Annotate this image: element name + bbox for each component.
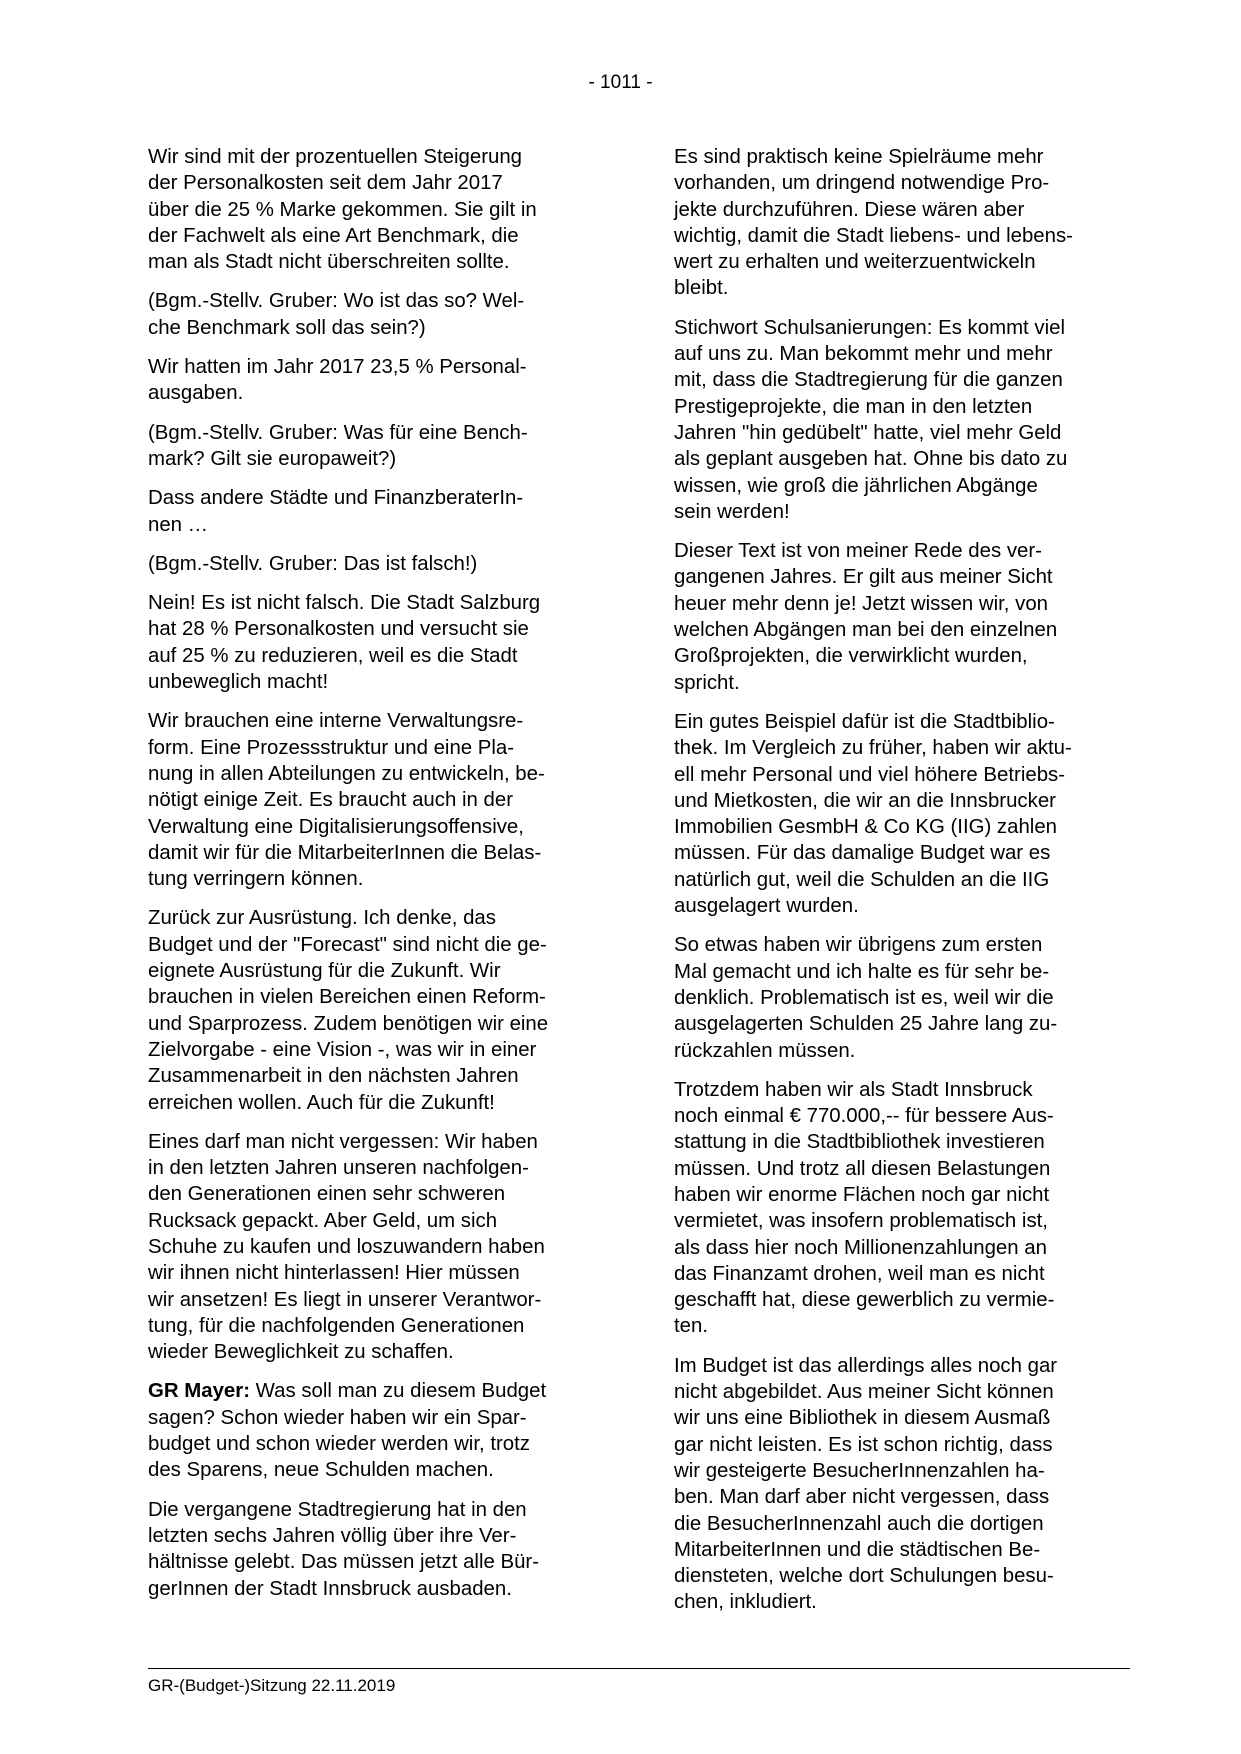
text-line: der Fachwelt als eine Art Benchmark, die — [148, 224, 519, 247]
text-line: müssen. Für das damalige Budget war es — [674, 842, 1051, 865]
speaker-text: Was soll man zu diesem Budget — [249, 1380, 547, 1403]
text-line: (Bgm.-Stellv. Gruber: Das ist falsch!) — [148, 552, 478, 575]
text-line: auf uns zu. Man bekommt mehr und mehr — [674, 343, 1053, 366]
text-line: das Finanzamt drohen, weil man es nicht — [674, 1262, 1045, 1285]
paragraph — [148, 420, 605, 473]
paragraph — [674, 315, 1131, 525]
paragraph — [148, 590, 605, 695]
text-line: Es sind praktisch keine Spielräume mehr — [674, 146, 1044, 168]
paragraph — [148, 144, 605, 275]
text-line: Eines darf man nicht vergessen: Wir haben — [148, 1130, 538, 1153]
text-line: auf 25 % zu reduzieren, weil es die Stadt — [148, 644, 518, 667]
text-line: natürlich gut, weil die Schulden an die IIG — [674, 868, 1050, 891]
text-line: als geplant ausgeben hat. Ohne bis dato zu — [674, 448, 1068, 471]
text-line: die BesucherInnenzahl auch die dortigen — [674, 1512, 1044, 1535]
text-line: jekte durchzuführen. Diese wären aber — [674, 198, 1025, 221]
paragraph — [674, 1077, 1131, 1340]
paragraph — [148, 708, 605, 892]
paragraph — [148, 1129, 605, 1366]
text-line: müssen. Und trotz all diesen Belastungen — [674, 1157, 1051, 1180]
text-line: wissen, wie groß die jährlichen Abgänge — [674, 474, 1038, 497]
text-line: Stichwort Schulsanierungen: Es kommt viel — [674, 316, 1065, 339]
text-line: welchen Abgängen man bei den einzelnen — [674, 619, 1058, 642]
text-line: mit, dass die Stadtregierung für die ganzen — [674, 369, 1063, 392]
paragraph — [148, 288, 605, 341]
text-line: heuer mehr denn je! Jetzt wissen wir, von — [674, 592, 1049, 615]
text-line: denklich. Problematisch ist es, weil wir die — [674, 986, 1054, 1009]
text-line: wir uns eine Bibliothek in diesem Ausmaß — [674, 1407, 1051, 1430]
text-line: Budget und der "Forecast" sind nicht die ge- — [148, 933, 547, 956]
text-line: Schuhe zu kaufen und loszuwandern haben — [148, 1235, 545, 1258]
text-line: geschafft hat, diese gewerblich zu vermie- — [674, 1289, 1055, 1312]
text-line: Dass andere Städte und FinanzberaterIn- — [148, 487, 524, 510]
paragraph — [674, 932, 1131, 1063]
footer-session-label: GR-(Budget-)Sitzung 22.11.2019 — [148, 1676, 396, 1695]
text-line: noch einmal € 770.000,-- für bessere Aus- — [674, 1105, 1054, 1128]
text-line: ausgelagert wurden. — [674, 895, 859, 918]
text-line: gangenen Jahres. Er gilt aus meiner Sicht — [674, 566, 1053, 589]
text-line: spricht. — [674, 671, 740, 694]
paragraph — [674, 144, 1131, 302]
text-line: thek. Im Vergleich zu früher, haben wir aktu- — [674, 737, 1072, 760]
text-line: bleibt. — [674, 277, 729, 300]
text-line: budget und schon wieder werden wir, trotz — [148, 1433, 530, 1456]
text-line: che Benchmark soll das sein?) — [148, 316, 426, 339]
text-line: Die vergangene Stadtregierung hat in den — [148, 1498, 527, 1521]
text-line: damit wir für die MitarbeiterInnen die Belas- — [148, 841, 542, 864]
right-column — [674, 144, 1131, 1629]
text-line: ten. — [674, 1315, 709, 1338]
text-line: nötigt einige Zeit. Es braucht auch in der — [148, 789, 513, 812]
paragraph — [674, 538, 1131, 696]
text-line: stattung in die Stadtbibliothek investieren — [674, 1131, 1045, 1154]
left-column — [148, 144, 605, 1615]
text-line: chen, inkludiert. — [674, 1591, 817, 1614]
paragraph — [148, 551, 605, 577]
text-line: mark? Gilt sie europaweit?) — [148, 447, 397, 470]
text-line: wichtig, damit die Stadt liebens- und lebens- — [674, 224, 1073, 247]
text-line: (Bgm.-Stellv. Gruber: Was für eine Bench- — [148, 421, 528, 444]
paragraph — [148, 1497, 605, 1602]
text-line: hat 28 % Personalkosten und versucht sie — [148, 618, 529, 641]
text-line: der Personalkosten seit dem Jahr 2017 — [148, 172, 503, 195]
text-line: und Mietkosten, die wir an die Innsbrucker — [674, 789, 1056, 812]
text-line: man als Stadt nicht überschreiten sollte. — [148, 251, 510, 274]
text-line: erreichen wollen. Auch für die Zukunft! — [148, 1091, 495, 1114]
speaker-line — [148, 1378, 605, 1404]
text-line: sein werden! — [674, 500, 790, 523]
text-line: Großprojekten, die verwirklicht wurden, — [674, 645, 1028, 668]
text-line: tung verringern können. — [148, 868, 364, 891]
footer-divider — [148, 1668, 1130, 1669]
text-line: ben. Man darf aber nicht vergessen, dass — [674, 1486, 1050, 1509]
text-line: Wir brauchen eine interne Verwaltungsre- — [148, 710, 524, 733]
text-line: über die 25 % Marke gekommen. Sie gilt in — [148, 198, 537, 221]
text-line: sagen? Schon wieder haben wir ein Spar- — [148, 1406, 527, 1429]
text-line: tung, für die nachfolgenden Generationen — [148, 1314, 525, 1337]
paragraph — [674, 1353, 1131, 1616]
text-line: wir ihnen nicht hinterlassen! Hier müssen — [148, 1262, 520, 1285]
text-line: hältnisse gelebt. Das müssen jetzt alle Bür- — [148, 1551, 540, 1574]
text-line: gar nicht leisten. Es ist schon richtig, dass — [674, 1433, 1053, 1456]
text-line: ausgelagerten Schulden 25 Jahre lang zu- — [674, 1013, 1058, 1036]
text-line: Dieser Text ist von meiner Rede des ver- — [674, 540, 1042, 563]
text-line: nen … — [148, 513, 209, 536]
paragraph — [148, 1378, 605, 1483]
text-line: Im Budget ist das allerdings alles noch gar — [674, 1354, 1058, 1377]
text-line: Zusammenarbeit in den nächsten Jahren — [148, 1065, 519, 1088]
text-line: nicht abgebildet. Aus meiner Sicht können — [674, 1381, 1054, 1404]
text-line: des Sparens, neue Schulden machen. — [148, 1459, 494, 1482]
text-line: wir ansetzen! Es liegt in unserer Verantwor- — [148, 1288, 542, 1311]
text-line: vermietet, was insofern problematisch ist, — [674, 1210, 1048, 1233]
text-line: wieder Beweglichkeit zu schaffen. — [148, 1341, 454, 1364]
text-line: eignete Ausrüstung für die Zukunft. Wir — [148, 960, 501, 983]
text-line: Immobilien GesmbH & Co KG (IIG) zahlen — [674, 816, 1058, 839]
text-line: Zurück zur Ausrüstung. Ich denke, das — [148, 907, 496, 930]
text-line: und Sparprozess. Zudem benötigen wir eine — [148, 1012, 549, 1035]
text-line: diensteten, welche dort Schulungen besu- — [674, 1565, 1054, 1588]
text-line: Ein gutes Beispiel dafür ist die Stadtbiblio- — [674, 710, 1055, 733]
text-line: Trotzdem haben wir als Stadt Innsbruck — [674, 1078, 1033, 1101]
paragraph — [148, 485, 605, 538]
text-line: MitarbeiterInnen und die städtischen Be- — [674, 1538, 1041, 1561]
text-line: Nein! Es ist nicht falsch. Die Stadt Salzburg — [148, 592, 541, 615]
text-line: vorhanden, um dringend notwendige Pro- — [674, 172, 1050, 195]
text-line: Verwaltung eine Digitalisierungsoffensive, — [148, 815, 524, 838]
text-line: brauchen in vielen Bereichen einen Reform- — [148, 986, 546, 1009]
text-line: unbeweglich macht! — [148, 671, 329, 694]
text-line: ausgaben. — [148, 382, 244, 405]
text-line: wert zu erhalten und weiterzuentwickeln — [674, 251, 1036, 274]
page-number: - 1011 - — [588, 72, 653, 93]
text-line: ell mehr Personal und viel höhere Betriebs- — [674, 763, 1066, 786]
text-line: haben wir enorme Flächen noch gar nicht — [674, 1183, 1050, 1206]
text-line: letzten sechs Jahren völlig über ihre Ver- — [148, 1524, 517, 1547]
text-line: den Generationen einen sehr schweren — [148, 1183, 506, 1206]
text-line: in den letzten Jahren unseren nachfolgen- — [148, 1157, 529, 1180]
text-line: (Bgm.-Stellv. Gruber: Wo ist das so? Wel- — [148, 290, 525, 313]
text-line: als dass hier noch Millionenzahlungen an — [674, 1236, 1047, 1259]
text-line: form. Eine Prozessstruktur und eine Pla- — [148, 736, 515, 759]
text-line: Wir hatten im Jahr 2017 23,5 % Personal- — [148, 356, 527, 379]
text-line: Rucksack gepackt. Aber Geld, um sich — [148, 1209, 498, 1232]
text-line: So etwas haben wir übrigens zum ersten — [674, 934, 1043, 957]
text-line: gerInnen der Stadt Innsbruck ausbaden. — [148, 1577, 512, 1600]
text-line: rückzahlen müssen. — [674, 1039, 856, 1062]
paragraph — [674, 709, 1131, 919]
speaker-name: GR Mayer: — [148, 1380, 250, 1403]
text-line: nung in allen Abteilungen zu entwickeln, be- — [148, 762, 545, 785]
text-line: Prestigeprojekte, die man in den letzten — [674, 395, 1033, 418]
text-line: Mal gemacht und ich halte es für sehr be- — [674, 960, 1050, 983]
paragraph — [148, 354, 605, 407]
text-line: Zielvorgabe - eine Vision -, was wir in einer — [148, 1038, 537, 1061]
text-line: Wir sind mit der prozentuellen Steigerung — [148, 146, 523, 168]
paragraph — [148, 905, 605, 1115]
text-line: wir gesteigerte BesucherInnenzahlen ha- — [674, 1459, 1045, 1482]
text-line: Jahren "hin gedübelt" hatte, viel mehr Geld — [674, 421, 1062, 444]
